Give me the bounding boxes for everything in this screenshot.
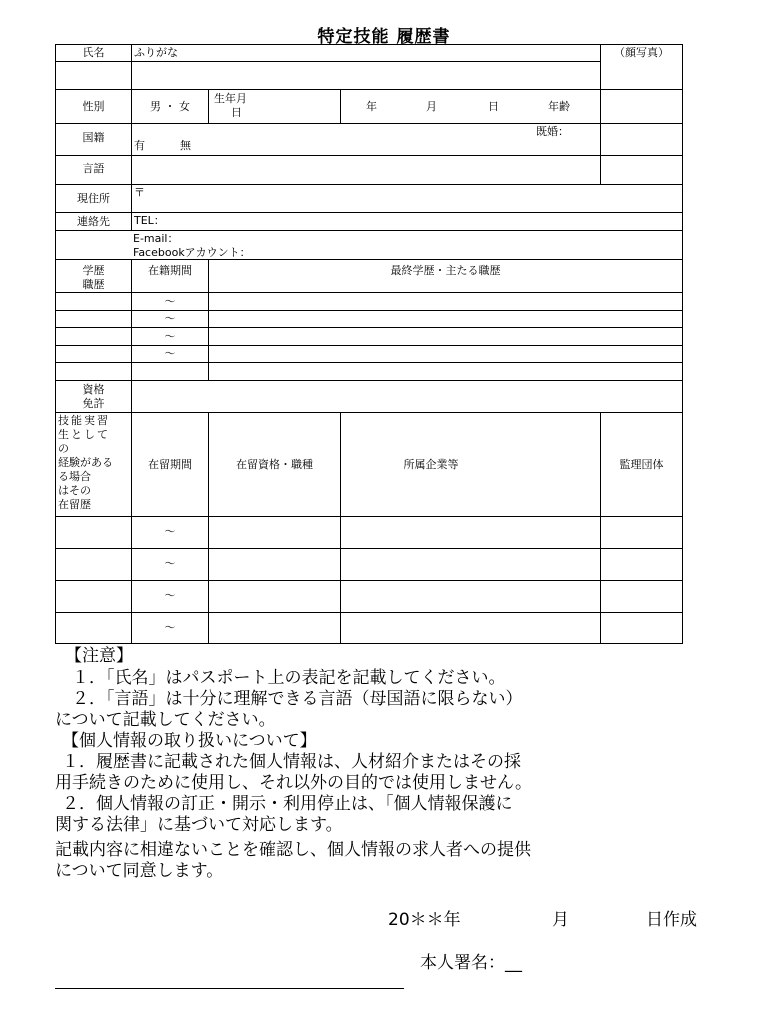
nationality-label: 国籍 [82,131,105,144]
birth-label-2: 日 [231,106,242,119]
stay-tilde: ～ [164,525,176,538]
trainee-label-line: る場合 [58,470,91,483]
note-2a: ２．「言語」は十分に理解できる言語（母国語に限らない） [72,689,523,709]
trainee-label-line: はその [58,484,91,497]
page-title: 特定技能 履歴書 [317,27,451,47]
date-day: 日作成 [646,910,697,930]
qualification-label-2: 免許 [82,397,105,410]
name-label: 氏名 [82,46,105,59]
status-job-header: 在留資格・職種 [236,458,313,471]
period-tilde: ～ [164,347,176,360]
stay-tilde: ～ [164,621,176,634]
history-label-2: 職歴 [82,278,105,291]
married-label: 既婚： [536,125,569,138]
education-main-header: 最終学歴・主たる職歴 [390,264,501,277]
note-1: １．「氏名」はパスポート上の表記を記載してください。 [72,668,506,688]
day-label: 日 [488,100,499,113]
note-2b: について記載してください。 [55,710,276,730]
qualification-label-1: 資格 [82,383,105,396]
photo-box[interactable] [601,62,682,183]
birth-label-1: 生年月 [214,92,247,105]
privacy-1a: １．履歴書に記載された個人情報は、人材紹介またはその採 [62,752,521,772]
contact-label: 連絡先 [77,215,110,228]
privacy-1b: 用手続きのために使用し、それ以外の目的では使用しません。 [55,773,533,793]
history-label-1: 学歴 [82,264,105,277]
company-header: 所属企業等 [403,458,459,471]
name-field[interactable] [132,62,599,89]
stay-tilde: ～ [164,557,176,570]
stay-tilde: ～ [164,589,176,602]
date-year: 20＊＊年 [388,910,461,930]
date-month: 月 [552,910,569,930]
month-label: 月 [426,100,437,113]
language-label: 言語 [82,162,105,175]
trainee-label-line: 在留歴 [58,498,91,511]
consent-2: について同意します。 [55,861,224,881]
tel-label: TEL： [134,214,165,227]
facebook-label: Facebookアカウント： [133,246,251,259]
gender-options[interactable]: 男 ・ 女 [150,100,190,113]
age-label: 年齢 [548,100,570,113]
trainee-label-line: 経験がある [58,456,113,469]
privacy-heading: 【個人情報の取り扱いについて】 [62,731,317,751]
furigana-label: ふりがな [134,46,178,59]
consent-1: 記載内容に相違ないことを確認し、個人情報の求人者への提供 [55,840,531,860]
trainee-label-line: 生として [58,428,110,441]
privacy-2a: ２．個人情報の訂正・開示・利用停止は、「個人情報保護に [62,794,513,814]
married-no[interactable]: 無 [180,139,191,152]
privacy-2b: 関する法律」に基づいて対応します。 [55,815,343,835]
period-tilde: ～ [164,295,176,308]
stay-period-header: 在留期間 [148,458,192,471]
address-label: 現住所 [77,192,110,205]
married-yes[interactable]: 有 [134,139,145,152]
signature-label: 本人署名：__ [420,953,522,973]
trainee-label-line: の [58,442,69,455]
email-label: E-mail： [133,232,179,245]
period-header: 在籍期間 [148,264,192,277]
period-tilde: ～ [164,330,176,343]
gender-label: 性別 [82,100,105,113]
year-label: 年 [366,100,377,113]
supervising-header: 監理団体 [619,458,664,471]
trainee-label-line: 技能実習 [58,414,110,427]
period-tilde: ～ [164,312,176,325]
photo-label: （顔写真） [614,46,669,59]
postal-mark: 〒 [134,186,145,199]
notes-heading: 【注意】 [65,646,133,666]
